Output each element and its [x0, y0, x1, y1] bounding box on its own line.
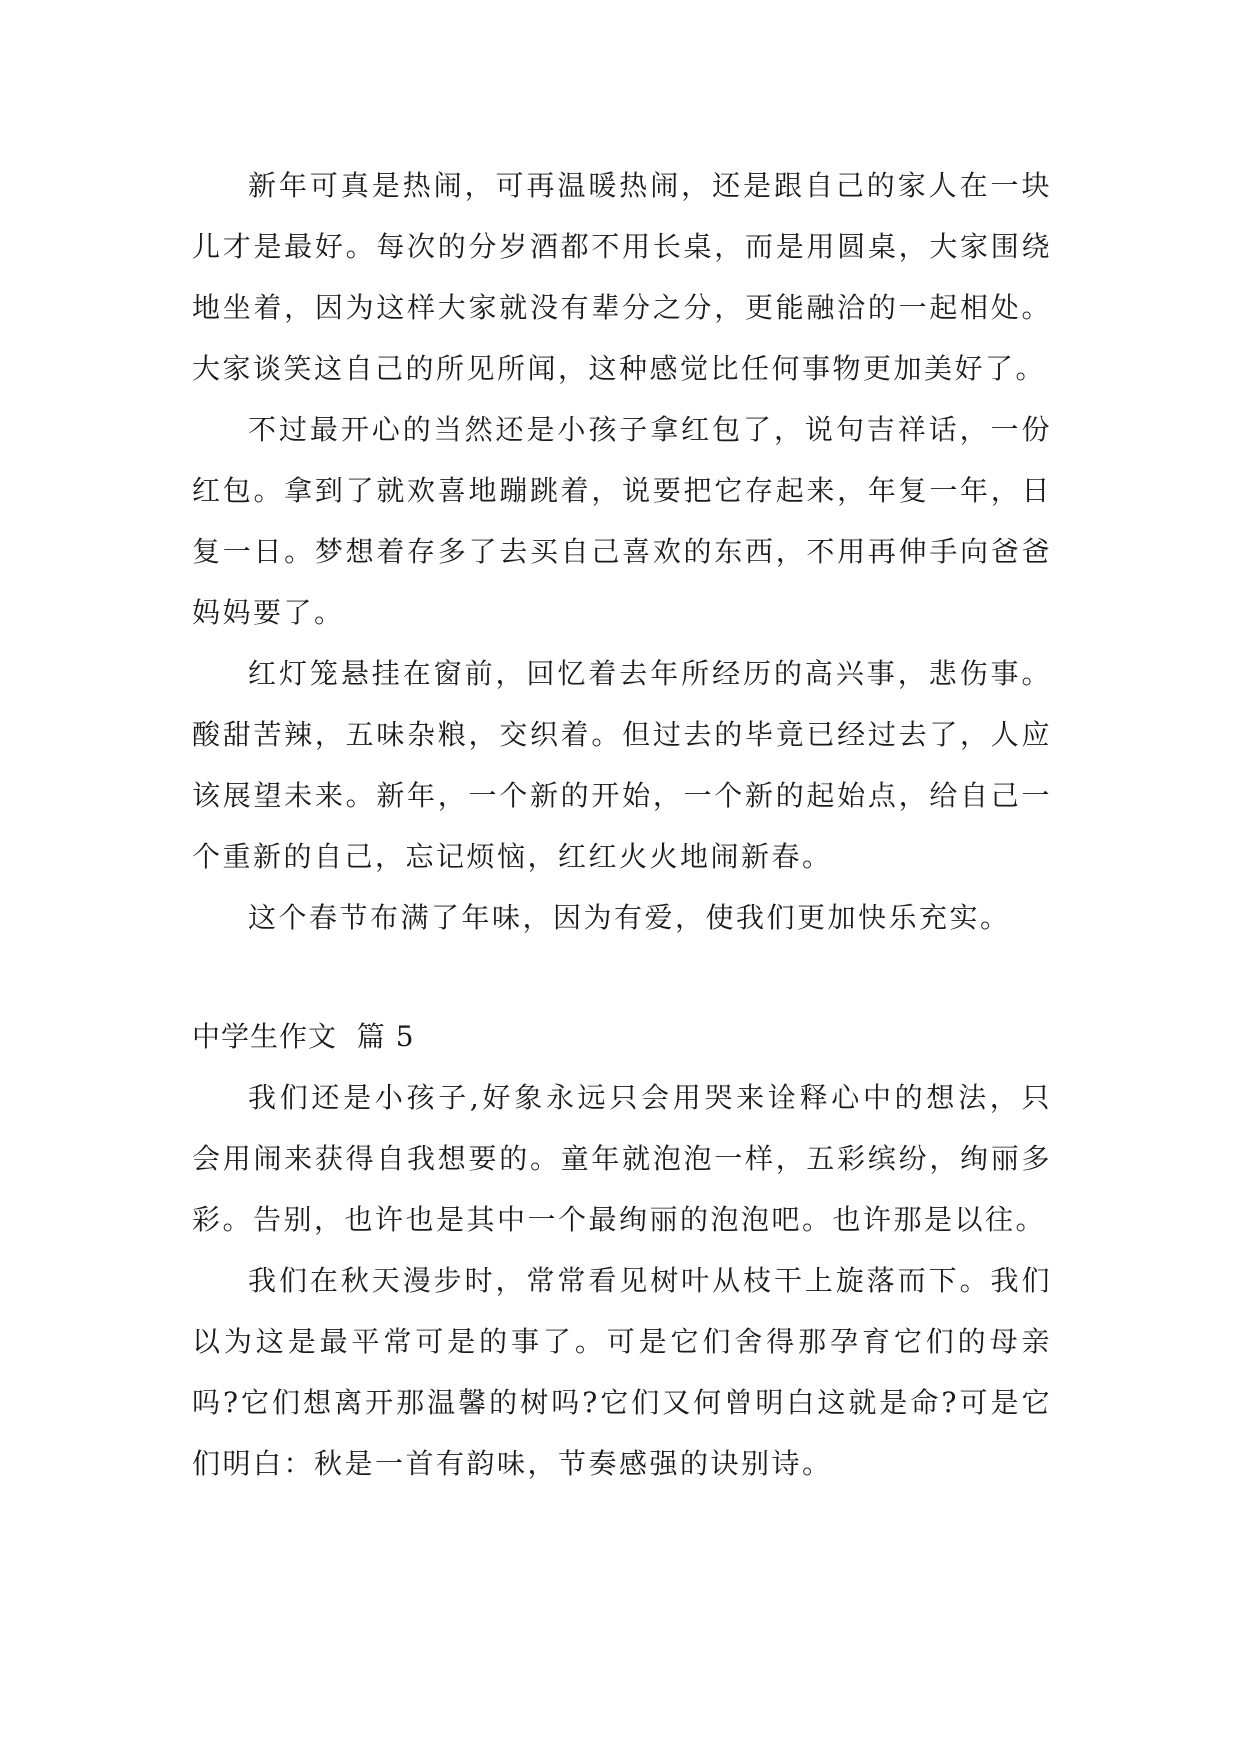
paragraph: 红灯笼悬挂在窗前，回忆着去年所经历的高兴事，悲伤事。酸甜苦辣，五味杂粮，交织着。但过去的毕竟已经过去了，人应该展望未来。新年，一个新的开始，一个新的起始点，给自己一个重新的自己，忘记烦恼，红红火火地闹新春。	[192, 657, 1052, 873]
document-page	[192, 155, 1052, 1494]
paragraph: 我们在秋天漫步时，常常看见树叶从枝干上旋落而下。我们以为这是最平常可是的事了。可是它们舍得那孕育它们的母亲吗?它们想离开那温馨的树吗?它们又何曾明白这就是命?可是它们明白：秋是一首有韵味，节奏感强的诀别诗。	[192, 1264, 1052, 1480]
paragraph: 这个春节布满了年味，因为有爱，使我们更加快乐充实。	[248, 901, 1011, 934]
paragraph: 我们还是小孩子,好象永远只会用哭来诠释心中的想法，只会用闹来获得自我想要的。童年就泡泡一样，五彩缤纷，绚丽多彩。告别，也许也是其中一个最绚丽的泡泡吧。也许那是以往。	[192, 1081, 1052, 1236]
paragraph: 不过最开心的当然还是小孩子拿红包了，说句吉祥话，一份红包。拿到了就欢喜地蹦跳着，说要把它存起来，年复一年，日复一日。梦想着存多了去买自己喜欢的东西，不用再伸手向爸爸妈妈要了。	[192, 413, 1052, 629]
section-heading: 中学生作文 篇 5	[192, 1020, 415, 1053]
paragraph: 新年可真是热闹，可再温暖热闹，还是跟自己的家人在一块儿才是最好。每次的分岁酒都不用长桌，而是用圆桌，大家围绕地坐着，因为这样大家就没有辈分之分，更能融洽的一起相处。大家谈笑这自己的所见所闻，这种感觉比任何事物更加美好了。	[192, 169, 1052, 385]
